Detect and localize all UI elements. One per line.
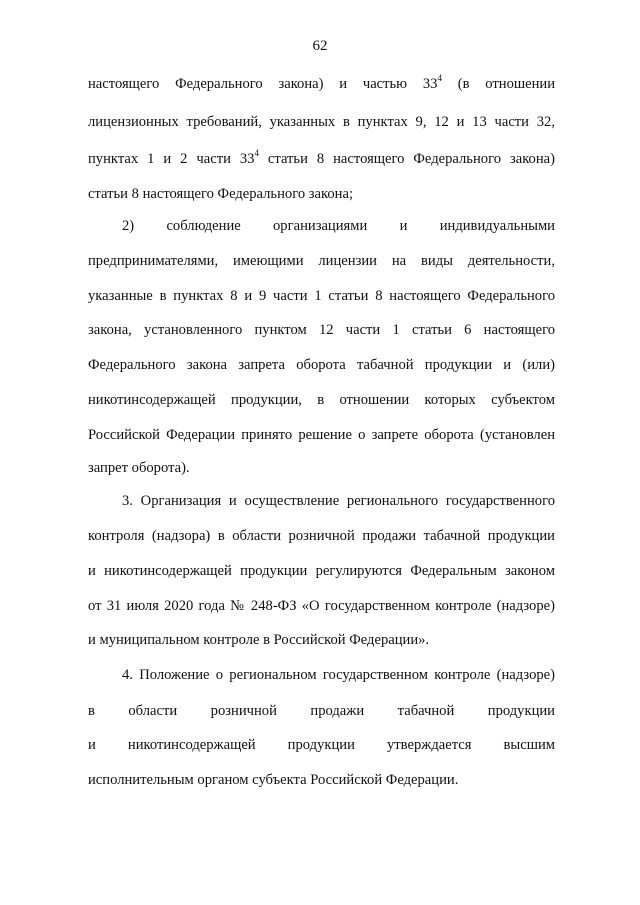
paragraph-line: пунктах 1 и 2 части $33^4$ статьи 8 настоящего Федерального закона)	[88, 148, 555, 167]
paragraph-line: исполнительным органом субъекта Российской Федерации.	[88, 772, 459, 788]
paragraph-line: и муниципальном контроле в Российской Федерации».	[88, 632, 430, 648]
paragraph-line: настоящего Федерального закона) и частью $33^4$ (в отношении	[88, 73, 556, 92]
paragraph-line: статьи 8 настоящего Федерального закона;	[88, 186, 353, 202]
paragraph-line: в области розничной продажи табачной продукции	[88, 703, 555, 719]
paragraph-line: указанные в пунктах 8 и 9 части 1 статьи 8 настоящего Федерального	[88, 288, 555, 304]
paragraph-line: предпринимателями, имеющими лицензии на виды деятельности,	[88, 253, 555, 269]
paragraph-line: закона, установленного пунктом 12 части 1 статьи 6 настоящего	[88, 322, 555, 338]
paragraph-line: никотинсодержащей продукции, в отношении которых субъектом	[88, 392, 555, 408]
paragraph-line: и никотинсодержащей продукции утверждается высшим	[88, 737, 555, 753]
paragraph-line: 2) соблюдение организациями и индивидуальными	[122, 218, 555, 234]
paragraph-line: Федерального закона запрета оборота табачной продукции и (или)	[88, 357, 555, 373]
superscript: 4	[437, 73, 442, 83]
paragraph-line: запрет оборота).	[88, 460, 190, 476]
paragraph-line: 4. Положение о региональном государственном контроле (надзоре)	[122, 667, 555, 683]
paragraph-line: 3. Организация и осуществление регионального государственного	[122, 493, 555, 509]
paragraph-line: Российской Федерации принято решение о запрете оборота (установлен	[88, 427, 555, 443]
paragraph-line: и никотинсодержащей продукции регулируются Федеральным законом	[88, 563, 555, 579]
page-number: 62	[312, 38, 328, 54]
paragraph-line: лицензионных требований, указанных в пунктах 9, 12 и 13 части 32,	[88, 114, 555, 130]
superscript: 4	[254, 148, 259, 158]
paragraph-line: контроля (надзора) в области розничной продажи табачной продукции	[88, 528, 555, 544]
paragraph-line: от 31 июля 2020 года № 248-ФЗ «О государственном контроле (надзоре)	[88, 598, 555, 614]
